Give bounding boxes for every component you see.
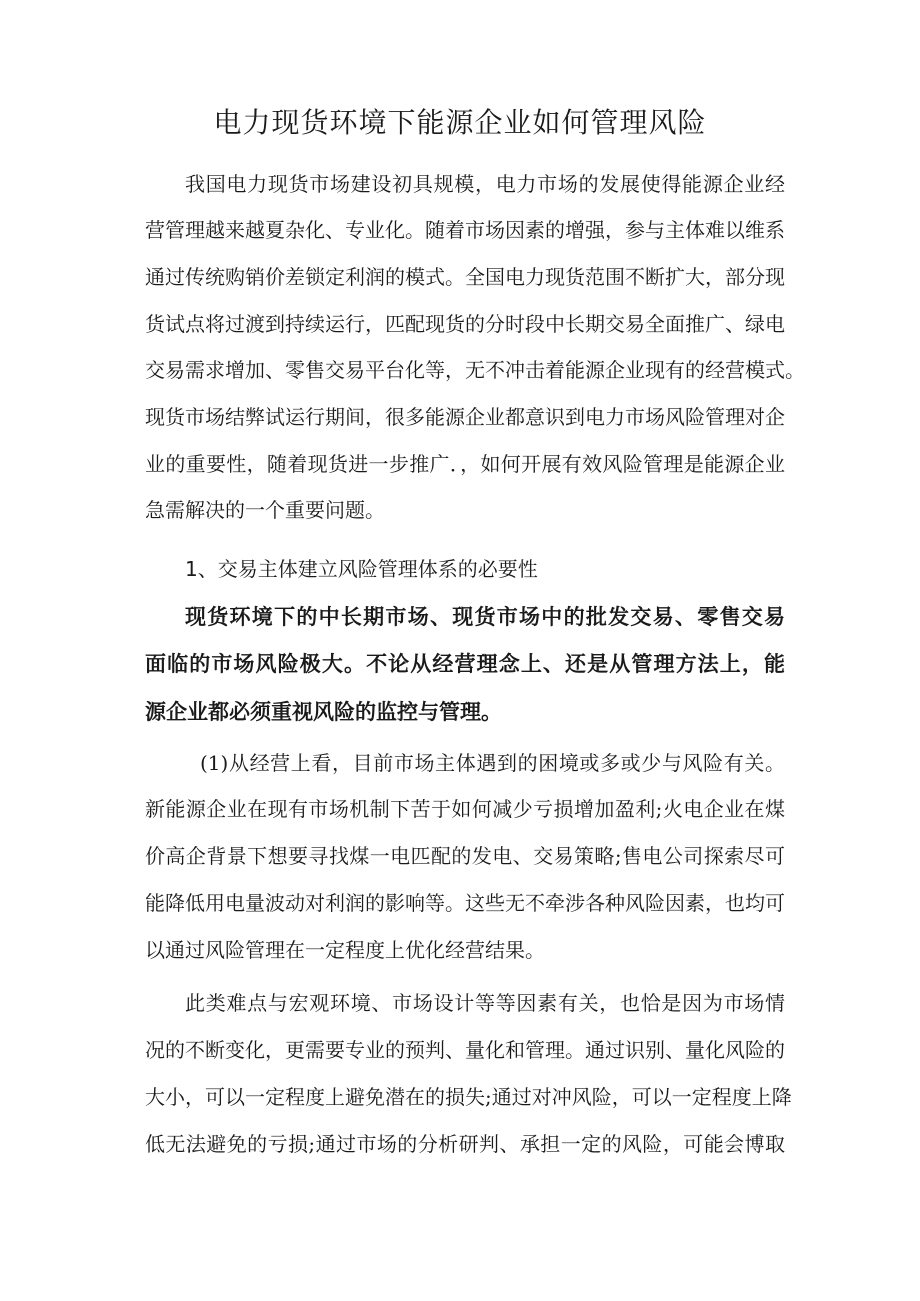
section-heading: 1、交易主体建立风险管理体系的必要性 [185, 557, 538, 581]
paragraph-line: 业的重要性，随着现货进一步推广．，如何开展有效风险管理是能源企业 [145, 452, 785, 476]
paragraph-line: 营管理越来越夏杂化、专业化。随着市场因素的增强，参与主体难以维系 [145, 218, 785, 242]
paragraph-line: 急需解决的一个重要问题。 [145, 498, 385, 522]
paragraph-line: 况的不断变化，更需要专业的预判、量化和管理。通过识别、量化风险的 [145, 1038, 785, 1062]
bold-paragraph-line: 源企业都必须重视风险的监控与管理。 [145, 700, 502, 724]
paragraph-line: 低无法避免的亏损;通过市场的分析研判、承担一定的风险，可能会博取 [145, 1132, 785, 1156]
paragraph-line: 此类难点与宏观环境、市场设计等等因素有关，也恰是因为市场情 [185, 991, 785, 1015]
paragraph-line: (1)从经营上看，目前市场主体遇到的困境或多或少与风险有关。 [200, 751, 785, 775]
document-title: 电力现货环境下能源企业如何管理风险 [213, 106, 707, 139]
paragraph-line: 现货市场结弊试运行期间，很多能源企业都意识到电力市场风险管理对企 [145, 405, 785, 429]
paragraph-line: 交易需求增加、零售交易平台化等，无不冲击着能源企业现有的经营模式。 [145, 358, 805, 382]
paragraph-line: 能降低用电量波动对利润的影响等。这些无不牵涉各种风险因素，也均可 [145, 891, 785, 915]
paragraph-line: 以通过风险管理在一定程度上优化经营结果。 [145, 938, 545, 962]
bold-paragraph-line: 面临的市场风险极大。不论从经营理念上、还是从管理方法上，能 [145, 652, 785, 676]
paragraph-line: 大小，可以一定程度上避免潜在的损失;通过对冲风险，可以一定程度上降 [145, 1085, 792, 1109]
paragraph-line: 价高企背景下想要寻找煤一电匹配的发电、交易策略;售电公司探索尽可 [145, 844, 785, 868]
bold-paragraph-line: 现货环境下的中长期市场、现货市场中的批发交易、零售交易 [185, 605, 785, 629]
paragraph-line: 通过传统购销价差锁定利润的模式。全国电力现货范围不断扩大，部分现 [145, 265, 785, 289]
paragraph-line: 货试点将过渡到持续运行，匹配现货的分时段中长期交易全面推广、绿电 [145, 312, 785, 336]
paragraph-line: 我国电力现货市场建设初具规模，电力市场的发展使得能源企业经 [185, 172, 785, 196]
paragraph-line: 新能源企业在现有市场机制下苦于如何减少亏损增加盈利;火电企业在煤 [145, 797, 785, 821]
